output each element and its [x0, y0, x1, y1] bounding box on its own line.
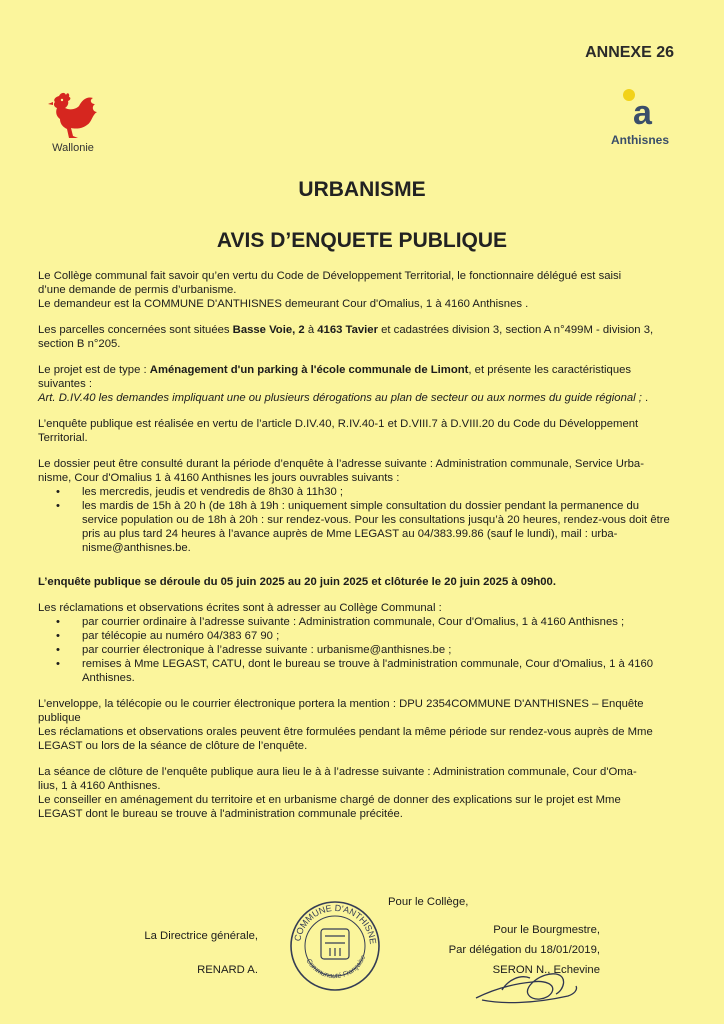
signature-icon: [472, 960, 582, 1008]
paragraph-legal-basis: L’enquête publique est réalisée en vertu de l’article D.IV.40, R.IV.40-1 et D.VIII.7 à D.VIII.20 du Code du Développement Territorial.: [38, 418, 639, 444]
delegation-date: Par délégation du 18/01/2019,: [448, 944, 600, 956]
enquiry-dates: L’enquête publique se déroule du 05 juin 2025 au 20 juin 2025 et clôturée le 20 juin 2025 à 09h00.: [38, 576, 556, 588]
official-stamp: [286, 896, 384, 997]
doc-subtitle: AVIS D’ENQUETE PUBLIQUE: [216, 229, 508, 252]
list-item: • les mardis de 15h à 20 h (de 18h à 19h : uniquement simple consultation du dossier pendant la permanence du service population ou de 18h à 20h : sur rendez-vous. Pour les consultations jusqu’à 20 heures, rendez-vous doit être pris au plus tard 24 heures à l’avance auprès de Mme LEGAST au 04/383.99.86 (sauf le lundi), mail : urba-nisme@anthisnes.be.: [70, 499, 676, 555]
wallonie-label: Wallonie: [52, 142, 94, 154]
anthisnes-logo-icon: [615, 86, 665, 128]
project-article: Art. D.IV.40 les demandes impliquant une ou plusieurs dérogations au plan de secteur ou aux normes du guide régional ;: [38, 392, 642, 404]
college-label: Pour le Collège,: [388, 896, 469, 908]
paragraph-mention: L’enveloppe, la télécopie ou le courrier électronique portera la mention : DPU 2354COMMUNE D'ANTHISNES – Enquête publique Les réclamations et observations orales peuvent être formulées pendant la même période sur rendez-vous auprès de Mme LEGAST ou lors de la séance de clôture de l’enquête.: [38, 698, 653, 752]
director-title: La Directrice générale,: [144, 930, 258, 942]
stamp-seal-icon: [286, 896, 384, 992]
project-type: Aménagement d'un parking à l'école communale de Limont: [149, 364, 469, 376]
list-item: • remises à Mme LEGAST, CATU, dont le bureau se trouve à l'administration communale, Cour d'Omalius, 1 à 4160 Anthisnes.: [70, 657, 676, 685]
alderman-name: SERON N., Echevine: [492, 964, 600, 976]
wallonie-logo: [38, 88, 108, 154]
doc-title: URBANISME: [298, 178, 426, 201]
stamp-top-text: COMMUNE D'ANTHISNE: [292, 902, 379, 945]
notice-body: [38, 269, 676, 833]
anthisnes-label: Anthisnes: [610, 133, 669, 147]
rooster-icon: [45, 88, 101, 140]
director-name: RENARD A.: [197, 964, 258, 976]
paragraph-complaints: Les réclamations et observations écrites sont à adresser au Collège Communal :: [38, 602, 442, 614]
parcel-street: Basse Voie, 2: [232, 324, 305, 336]
annexe-label: ANNEXE 26: [585, 44, 674, 61]
paragraph-project: Le projet est de type : Aménagement d'un parking à l'école communale de Limont, et présente les caractéristiques suivantes : Art. D.IV.40 les demandes impliquant une ou plusieurs dérogations au plan de secteur ou aux normes du guide régional ; .: [38, 364, 649, 404]
anthisnes-logo: [602, 86, 678, 147]
list-item: • les mercredis, jeudis et vendredis de 8h30 à 11h30 ;: [70, 485, 676, 499]
svg-text:Communauté Française: [305, 954, 368, 980]
consultation-hours-list: [38, 485, 676, 555]
anthisnes-letter: a: [633, 94, 652, 128]
paragraph-consultation: Le dossier peut être consulté durant la période d’enquête à l’adresse suivante : Administration communale, Service Urba- nisme, Cour d'Omalius 1 à 4160 Anthisnes les jours ouvrables suivants :: [38, 458, 644, 484]
paragraph-closing-session: La séance de clôture de l’enquête publique aura lieu le à à l’adresse suivante : Administration communale, Cour d'Oma- lius, 1 à 4160 Anthisnes. Le conseiller en aménagement du territoire et en urbanisme chargé de donner des explications sur le projet est Mme LEGAST dont le bureau se trouve à l'administration communale précitée.: [38, 766, 637, 820]
list-item: • par télécopie au numéro 04/383 67 90 ;: [70, 629, 676, 643]
complaints-list: [38, 615, 676, 685]
mayor-title: Pour le Bourgmestre,: [493, 924, 600, 936]
handwritten-signature: [472, 960, 582, 1013]
parcel-locality: 4163 Tavier: [317, 324, 378, 336]
paragraph-intro: Le Collège communal fait savoir qu’en vertu du Code de Développement Territorial, le fonctionnaire délégué est saisi d’une demande de permis d’urbanisme. Le demandeur est la COMMUNE D'ANTHISNES demeurant Cour d'Omalius, 1 à 4160 Anthisnes .: [38, 270, 622, 310]
list-item: • par courrier électronique à l’adresse suivante : urbanisme@anthisnes.be ;: [70, 643, 676, 657]
signature-block-left: [138, 926, 258, 980]
list-item: • par courrier ordinaire à l’adresse suivante : Administration communale, Cour d'Omalius, 1 à 4160 Anthisnes ;: [70, 615, 676, 629]
stamp-bottom-text: Communauté Française: [304, 954, 368, 981]
paragraph-parcels: Les parcelles concernées sont situées Basse Voie, 2 à 4163 Tavier et cadastrées division 3, section A n°499M - division 3, section B n°205.: [38, 324, 654, 350]
